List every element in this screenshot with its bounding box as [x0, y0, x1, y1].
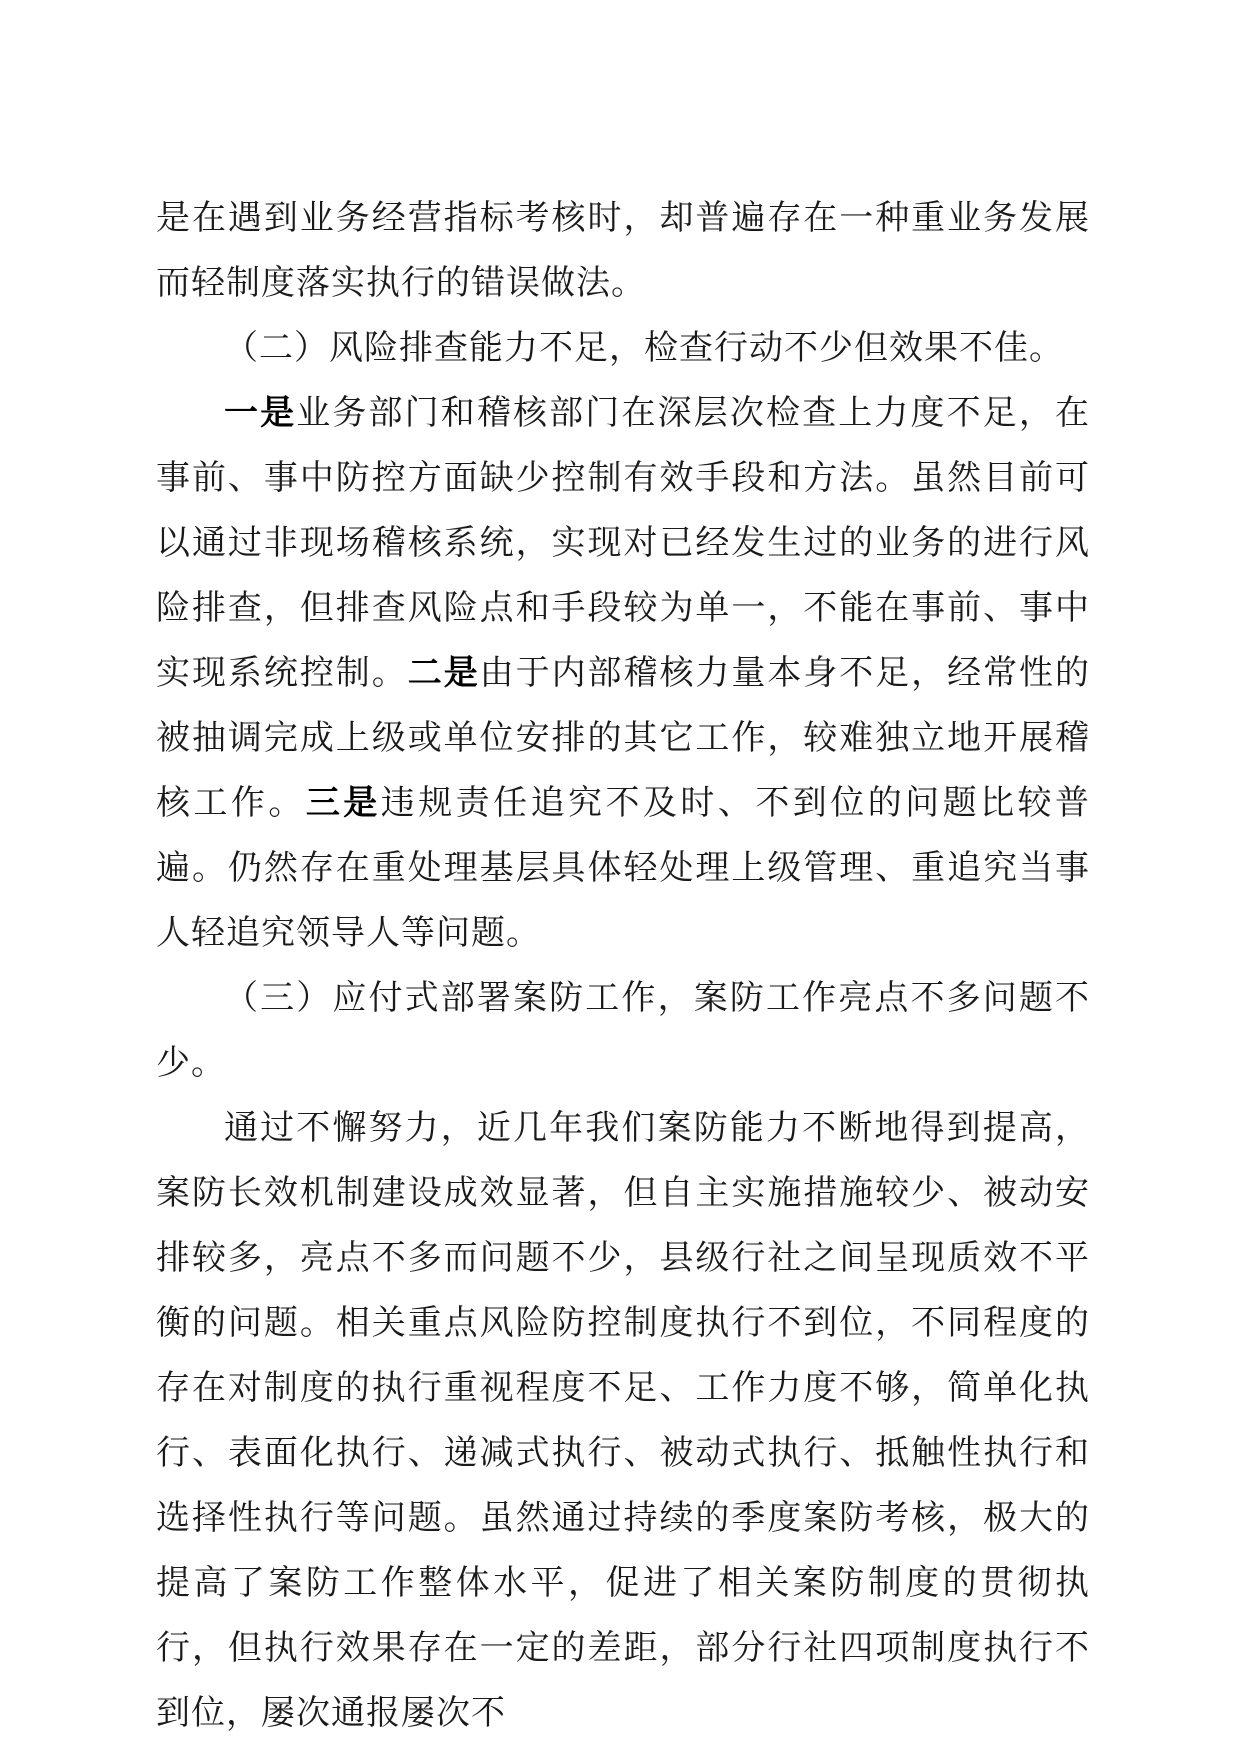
section-heading-2: （二）风险排查能力不足，检查行动不少但效果不佳。	[224, 328, 1064, 368]
paragraph-case-prevention: 通过不懈努力，近几年我们案防能力不断地得到提高，案防长效机制建设成效显著，但自主实施措施较少、被动安排较多，亮点不多而问题不少，县级行社之间呈现质效不平衡的问题。相关重点风险防控制度执行不到位，不同程度的存在对制度的执行重视程度不足、工作力度不够，简单化执行、表面化执行、递减式执行、被动式执行、抵触性执行和选择性执行等问题。虽然通过持续的季度案防考核，极大的提高了案防工作整体水平，促进了相关案防制度的贯彻执行，但执行效果存在一定的差距，部分行社四项制度执行不到位，屡次通报屡次不	[156, 1108, 1090, 1733]
lead-second: 二是	[407, 653, 480, 693]
text-second: 由于内部稽核力量本身不足，经常性的被抽调完成上级或单位安排的其它工作，较难独立地开展稽核工作。	[156, 653, 1091, 823]
paragraph-continuation: 是在遇到业务经营指标考核时，却普遍存在一种重业务发展而轻制度落实执行的错误做法。	[156, 198, 1090, 303]
lead-third: 三是	[305, 783, 381, 823]
section-heading-3: （三）应付式部署案防工作，案防工作亮点不多问题不少。	[156, 978, 1090, 1083]
text-first: 业务部门和稽核部门在深层次检查上力度不足，在事前、事中防控方面缺少控制有效手段和方法。虽然目前可以通过非现场稽核系统，实现对已经发生过的业务的进行风险排查，但排查风险点和手段较为单一，不能在事前、事中实现系统控制。	[156, 393, 1091, 693]
text-third: 违规责任追究不及时、不到位的问题比较普遍。仍然存在重处理基层具体轻处理上级管理、重追究当事人轻追究领导人等问题。	[156, 783, 1091, 953]
document-body	[156, 186, 1090, 1746]
paragraph-risk-check	[156, 381, 1090, 966]
lead-first: 一是	[224, 393, 297, 433]
